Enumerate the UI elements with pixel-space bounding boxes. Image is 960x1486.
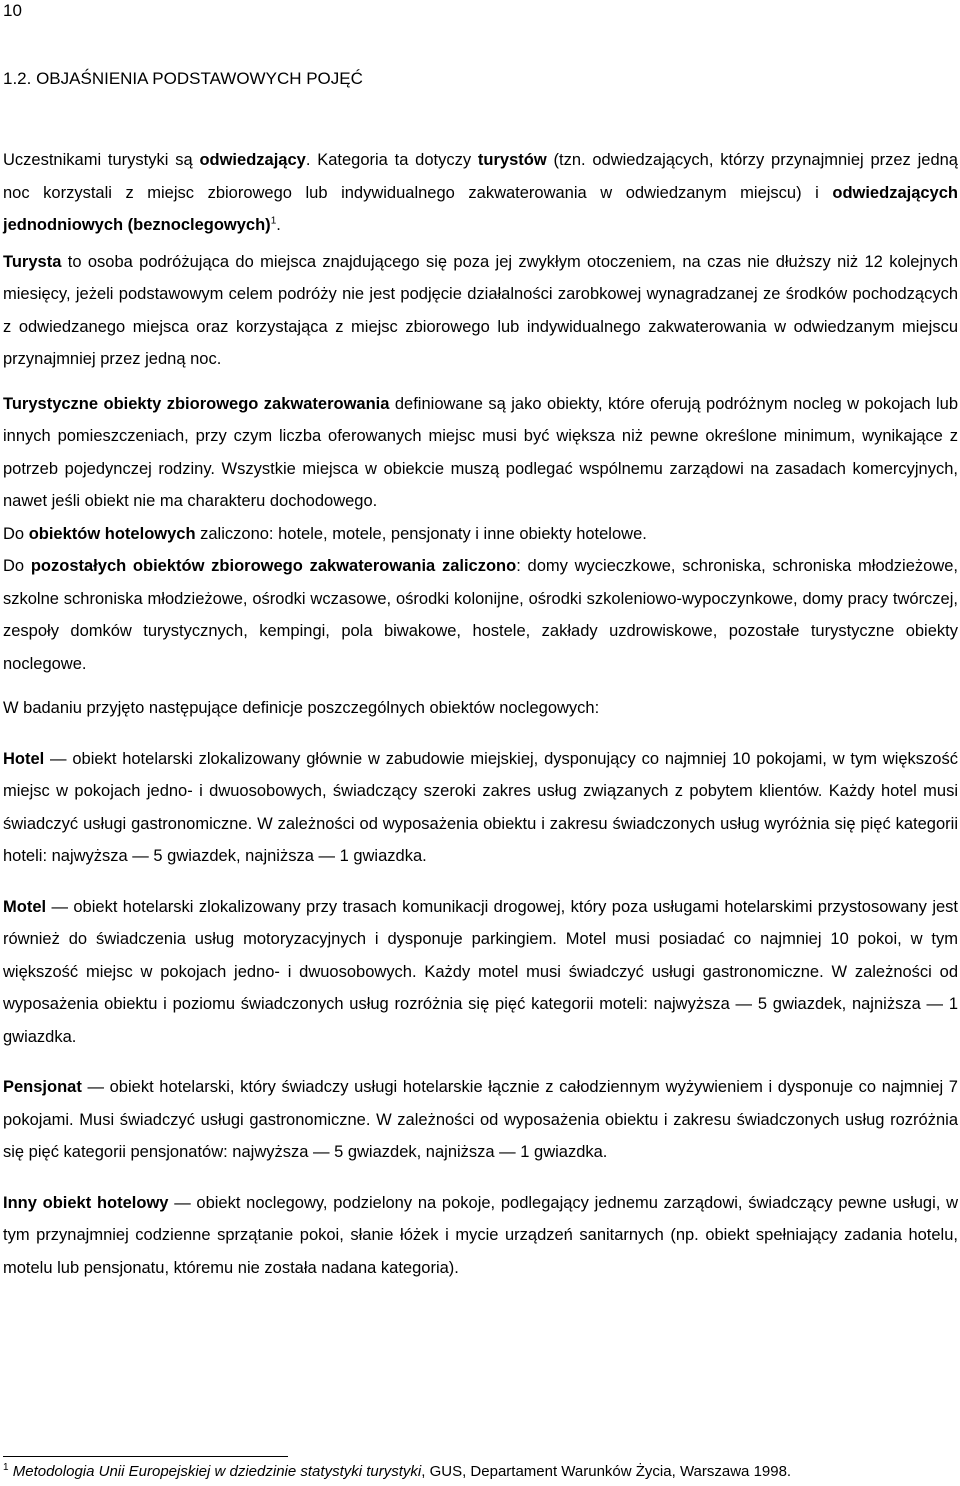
paragraph-collective-accommodation — [3, 388, 958, 518]
term-hotel-objects: obiektów hotelowych — [28, 524, 196, 543]
paragraph-text: : domy wycieczkowe, schroniska, schroniska młodzieżowe, szkolne schroniska młodzieżowe, ośrodki wczasowe, ośrodki kolonijne, ośrodki szkoleniowo-wypoczynkowe, domy pracy twórczej, zespoły domków turystycznych, kempingi, pola biwakowe, hostele, zakłady uzdrowiskowe, pozostałe turystyczne obiekty noclegowe. — [3, 557, 958, 673]
paragraph-text: Uczestnikami turystyki są — [3, 151, 200, 169]
section-title: 1.2. OBJAŚNIENIA PODSTAWOWYCH POJĘĆ — [3, 69, 363, 88]
term-tourists: turystów — [477, 151, 547, 169]
paragraph-definitions-intro — [3, 692, 958, 725]
paragraph-other-objects — [3, 550, 958, 680]
paragraph-text: definiowane są jako obiekty, które oferują podróżnym nocleg w pokojach lub innych pomieszczeniach, przy czym liczba oferowanych miejsc musi być większa niż pewne określone minimum, wynikające z potrzeb pojedynczej rodziny. Wszystkie miejsca w obiekcie muszą podlegać wspólnemu zarządowi na zasadach komercyjnych, nawet jeśli obiekt nie ma charakteru dochodowego. — [3, 394, 959, 510]
definition-text: — obiekt noclegowy, podzielony na pokoje, podlegający jednemu zarządowi, świadczący pewne usługi, w tym przynajmniej codzienne sprzątanie pokoi, słanie łóżek i mycie urządzeń sanitarnych (np. obiekt spełniający zadania hotelu, motelu lub pensjonatu, któremu nie została nadana kategoria). — [3, 1193, 959, 1277]
term-motel: Motel — [3, 897, 47, 916]
paragraph-text: zaliczono: hotele, motele, pensjonaty i inne obiekty hotelowe. — [195, 524, 647, 543]
definition-pensjonat — [3, 1071, 958, 1169]
term-tourist: Turysta — [3, 252, 62, 271]
term-other-objects: pozostałych obiektów zbiorowego zakwaterowania zaliczono — [30, 557, 517, 575]
paragraph-text: Do — [3, 557, 31, 575]
definition-motel — [3, 891, 958, 1054]
term-visitors: odwiedzający — [199, 151, 306, 169]
term-other-hotel: Inny obiekt hotelowy — [3, 1193, 169, 1212]
term-day-visitors: odwiedzających jednodniowych (beznoclegowych) — [3, 183, 958, 234]
definition-text: — obiekt hotelarski zlokalizowany głównie w zabudowie miejskiej, dysponujący co najmniej 10 pokojami, w tym większość miejsc w pokojach jedno- i dwuosobowych, świadczący szeroki zakres usług związanych z pobytem klientów. Każdy hotel musi świadczyć usługi gastronomiczne. W zależności od wyposażenia obiektu i zakresu świadczonych usług wyróżnia się pięć kategorii hoteli: najwyższa — 5 gwiazdek, najniższa — 1 gwiazdka. — [3, 749, 958, 865]
term-pensjonat: Pensjonat — [3, 1078, 82, 1096]
footnote — [3, 1462, 791, 1482]
term-hotel: Hotel — [3, 749, 45, 768]
document-body — [3, 144, 958, 1284]
paragraph-text: . — [276, 216, 281, 234]
footnote-divider — [3, 1456, 288, 1457]
term-collective-accommodation: Turystyczne obiekty zbiorowego zakwaterowania — [3, 394, 390, 413]
definition-other-hotel — [3, 1187, 958, 1285]
paragraph-text: W badaniu przyjęto następujące definicje poszczególnych obiektów noclegowych: — [3, 699, 600, 717]
page-number: 10 — [3, 1, 22, 20]
paragraph-text: . Kategoria ta dotyczy — [305, 151, 478, 169]
paragraph-tourist — [3, 246, 958, 376]
footnote-ref: 1 — [270, 215, 277, 227]
paragraph-text: to osoba podróżująca do miejsca znajdującego się poza jej zwykłym otoczeniem, na czas nie dłuższy niż 12 kolejnych miesięcy, jeżeli podstawowym celem podróży nie jest podjęcie działalności zarobkowej wynagradzanej ze środków pochodzących z odwiedzanego miejsca oraz korzystająca z miejsc zbiorowego lub indywidualnego zakwaterowania w odwiedzanym miejscu przynajmniej przez jedną noc. — [3, 252, 958, 368]
paragraph-text: Do — [3, 524, 29, 543]
footnote-number: 1 — [3, 1462, 9, 1473]
paragraph-visitors — [3, 144, 958, 242]
paragraph-text: (tzn. odwiedzających, którzy przynajmniej przez jedną noc korzystali z miejsc zbiorowego lub indywidualnego zakwaterowania w odwiedzanym miejscu) i — [3, 151, 958, 202]
definition-text: — obiekt hotelarski, który świadczy usługi hotelarskie łącznie z całodziennym wyżywieniem i dysponuje co najmniej 7 pokojami. Musi świadczyć usługi gastronomiczne. W zależności od wyposażenia obiektu i zakresu świadczonych usług rozróżnia się pięć kategorii pensjonatów: najwyższa — 5 gwiazdek, najniższa — 1 gwiazdka. — [3, 1078, 958, 1161]
footnote-text: , GUS, Departament Warunków Życia, Warszawa 1998. — [421, 1463, 792, 1480]
definition-hotel — [3, 743, 958, 873]
footnote-source-title: Metodologia Unii Europejskiej w dziedzinie statystyki turystyki — [12, 1463, 422, 1480]
definition-text: — obiekt hotelarski zlokalizowany przy trasach komunikacji drogowej, który poza usługami hotelarskimi przystosowany jest również do świadczenia usług motoryzacyjnych i dysponuje parkingiem. Motel musi posiadać co najmniej 10 pokoi, w tym większość miejsc w pokojach jedno- i dwuosobowych. Każdy motel musi świadczyć usługi gastronomiczne. W zależności od wyposażenia obiektu i poziomu świadczonych usług rozróżnia się pięć kategorii moteli: najwyższa — 5 gwiazdek, najniższa — 1 gwiazdka. — [3, 897, 958, 1046]
paragraph-hotel-objects — [3, 518, 958, 551]
